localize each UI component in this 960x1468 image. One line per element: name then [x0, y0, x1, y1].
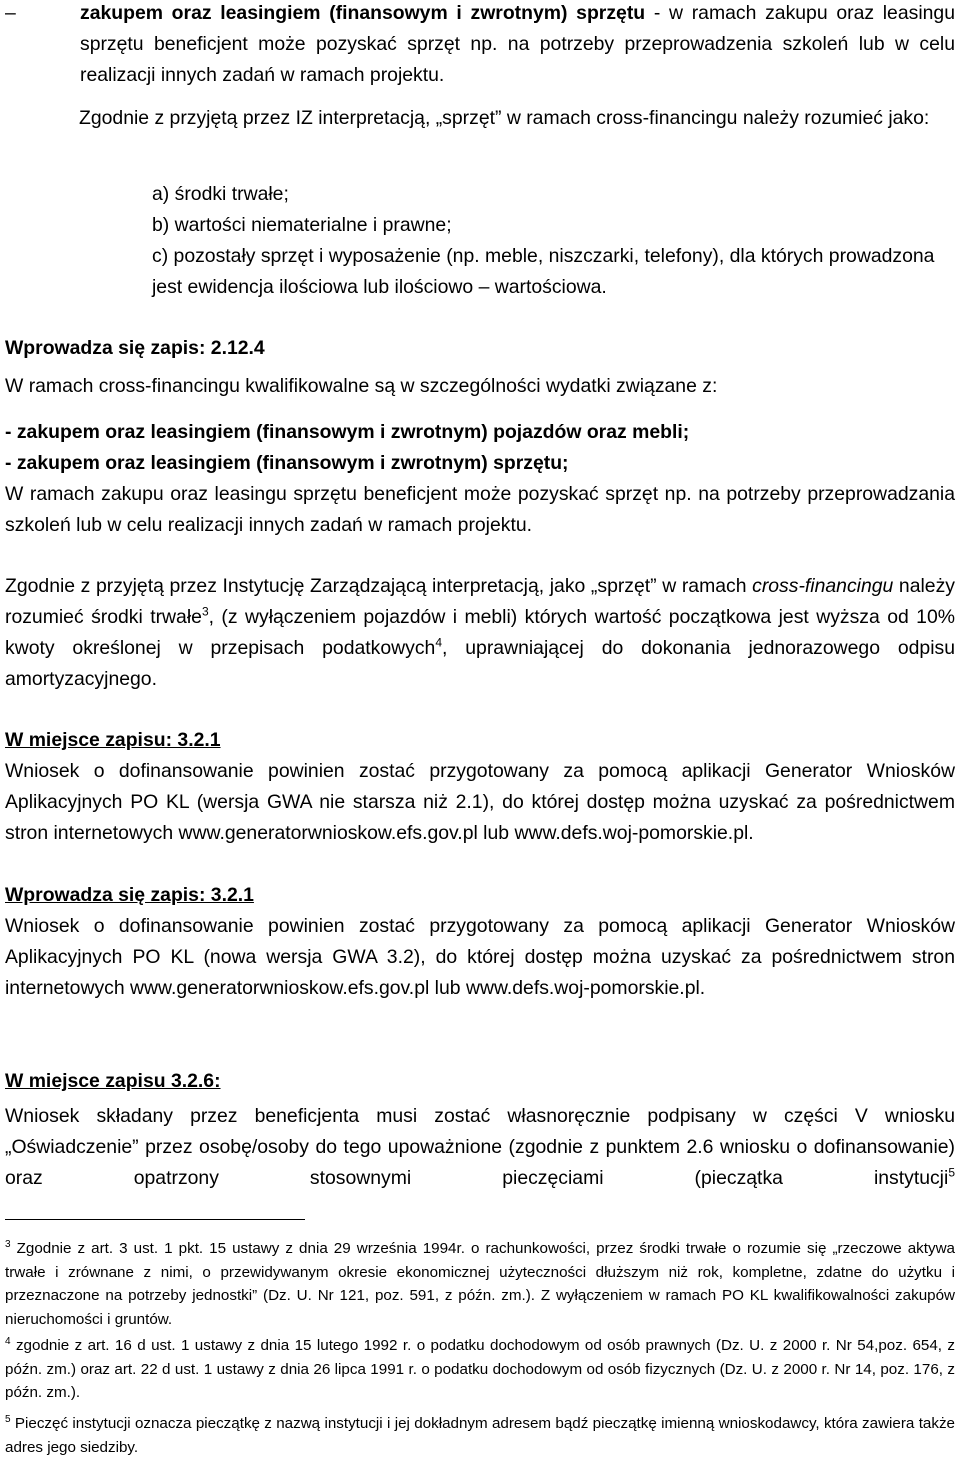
footnote-text: Zgodnie z art. 3 ust. 1 pkt. 15 ustawy z dnia 29 września 1994r. o rachunkowości, przez środki trwałe o rozumie się „rzeczowe aktywa trwałe i zrównane z nimi, o przewidywanym okresie ekonomicznej użyteczności dłuższym niż rok, kompletne, zdatne do użytku i przeznaczone na potrzeby jednostki” (Dz. U. Nr 121, poz. 591, z późn. zm.). Z wyłączeniem w ramach PO KL kwalifikowalności zakupów nieruchomości i gruntów.	[5, 1240, 955, 1328]
text-run: , (z wyłączeniem pojazdów i mebli) których wartość początkowa jest wyższa od 10% kwoty określonej w przepisach podatkowych	[5, 606, 955, 659]
dash-list-item	[5, 0, 955, 91]
footnote-3	[5, 1237, 955, 1331]
dash-marker: –	[5, 2, 16, 24]
footnote-5	[5, 1412, 955, 1459]
section-heading-3-2-1-new: Wprowadza się zapis: 3.2.1	[5, 884, 254, 906]
footnote-number: 5	[5, 1413, 11, 1425]
text-run: należy rozumieć środki trwałe	[5, 575, 955, 628]
dash-item-text	[80, 0, 955, 91]
equipment-definition-list	[152, 179, 955, 303]
dash-item-rest: - w ramach zakupu oraz leasingu sprzętu beneficjent może pozyskać sprzęt np. na potrzeby przeprowadzenia szkoleń lub w celu realizacji innych zadań w ramach projektu.	[80, 2, 955, 86]
section-3-2-1-old-text: Wniosek o dofinansowanie powinien zostać przygotowany za pomocą aplikacji Generator Wniosków Aplikacyjnych PO KL (wersja GWA nie starsza niż 2.1), do której dostęp można uzyskać za pośrednictwem stron internetowych www.generatorwnioskow.efs.gov.pl lub www.defs.woj-pomorskie.pl.	[5, 760, 955, 844]
iz-interpretation-paragraph: Zgodnie z przyjętą przez IZ interpretacją, „sprzęt” w ramach cross-financingu należy rozumieć jako:	[79, 107, 930, 129]
text-run: Wniosek składany przez beneficjenta musi zostać własnoręcznie podpisany w części V wniosku „Oświadczenie” przez osobę/osoby do tego upoważnione (zgodnie z punktem 2.6 wniosku o dofinansowanie) oraz opatrzony stosownymi pieczęciami (pieczątka instytucji	[5, 1105, 955, 1189]
section-3-2-6-text	[5, 1101, 955, 1194]
italic-term: cross-financingu	[752, 575, 894, 597]
section-3-2-1-new-text: Wniosek o dofinansowanie powinien zostać przygotowany za pomocą aplikacji Generator Wniosków Aplikacyjnych PO KL (nowa wersja GWA 3.2), do której dostęp można uzyskać za pośrednictwem stron internetowych www.generatorwnioskow.efs.gov.pl lub www.defs.woj-pomorskie.pl.	[5, 915, 955, 999]
list-item: c) pozostały sprzęt i wyposażenie (np. meble, niszczarki, telefony), dla których prowadzona jest ewidencja ilościowa lub ilościowo – wartościowa.	[152, 245, 935, 298]
text-run: , uprawniającej do dokonania jednorazowego odpisu amortyzacyjnego.	[5, 637, 955, 690]
list-item: a) środki trwałe;	[152, 183, 289, 205]
text-run: Zgodnie z przyjętą przez Instytucję Zarządzającą interpretacją, jako „sprzęt” w ramach	[5, 575, 753, 597]
cross-financing-intro: W ramach cross-financingu kwalifikowalne są w szczególności wydatki związane z:	[5, 375, 718, 397]
iz-equipment-interpretation	[5, 571, 955, 695]
footnote-ref-3[interactable]: 3	[201, 604, 209, 619]
footnote-text: zgodnie z art. 16 d ust. 1 ustawy z dnia 15 lutego 1992 r. o podatku dochodowym od osób prawnych (Dz. U. z 2000 r. Nr 54,poz. 654, z późn. zm.) oraz art. 22 d ust. 1 ustawy z dnia 26 lipca 1991 r. o podatku dochodowym od osób fizycznych (Dz. U. z 2000 r. Nr 14, poz. 176, z późn. zm.).	[5, 1337, 955, 1401]
list-item: b) wartości niematerialne i prawne;	[152, 214, 452, 236]
footnote-ref-4[interactable]: 4	[435, 635, 443, 650]
footnote-4	[5, 1334, 955, 1405]
section-heading-2-12-4: Wprowadza się zapis: 2.12.4	[5, 337, 265, 359]
footnote-ref-5[interactable]: 5	[948, 1165, 955, 1180]
footnote-separator	[5, 1219, 305, 1220]
footnote-text: Pieczęć instytucji oznacza pieczątkę z nazwą instytucji i jej dokładnym adresem bądź pieczątkę imienną wnioskodawcy, która zawiera także adres jego siedziby.	[5, 1415, 955, 1456]
section-heading-3-2-1-old: W miejsce zapisu: 3.2.1	[5, 729, 221, 751]
bullet-equipment: - zakupem oraz leasingiem (finansowym i zwrotnym) sprzętu;	[5, 452, 569, 474]
footnote-number: 3	[5, 1238, 11, 1250]
equipment-purchase-paragraph: W ramach zakupu oraz leasingu sprzętu beneficjent może pozyskać sprzęt np. na potrzeby przeprowadzania szkoleń lub w celu realizacji innych zadań w ramach projektu.	[5, 483, 955, 536]
footnote-number: 4	[5, 1335, 11, 1347]
section-heading-3-2-6: W miejsce zapisu 3.2.6:	[5, 1070, 221, 1092]
dash-item-bold: zakupem oraz leasingiem (finansowym i zwrotnym) sprzętu	[80, 2, 646, 24]
bullet-vehicles-furniture: - zakupem oraz leasingiem (finansowym i zwrotnym) pojazdów oraz mebli;	[5, 421, 690, 443]
